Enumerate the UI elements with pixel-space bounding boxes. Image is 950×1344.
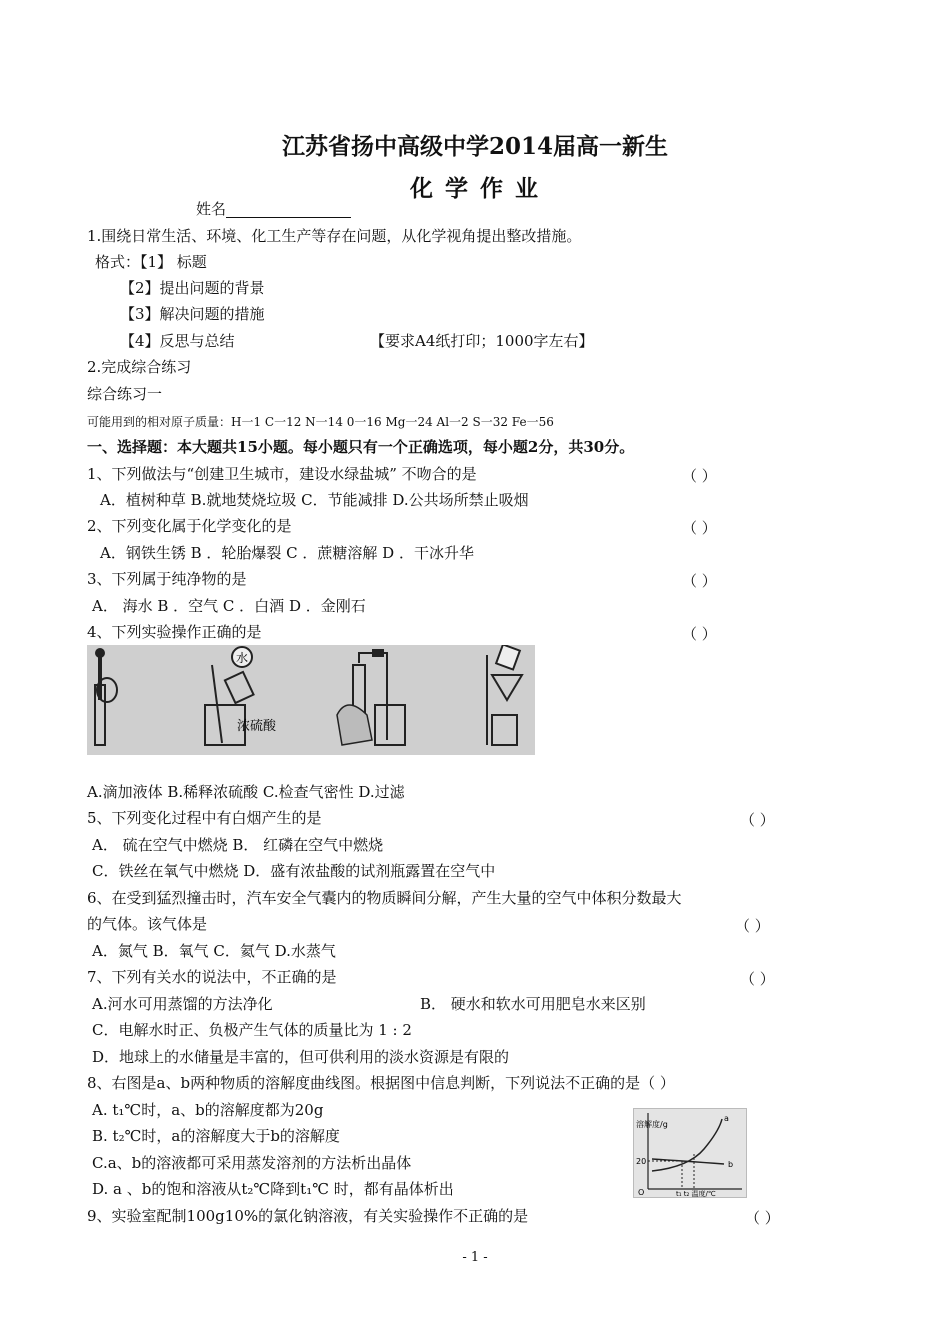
lab-operations-figure	[87, 645, 535, 755]
label-water: 水	[236, 651, 249, 665]
problem-6-options: A．氮气 B．氧气 C．氦气 D.水蒸气	[92, 942, 336, 960]
document-subtitle: 化 学 作 业	[409, 175, 541, 202]
answer-paren-2: （ ）	[682, 519, 717, 537]
answer-paren-5: （ ）	[740, 811, 775, 829]
format-line-2: 【2】提出问题的背景	[120, 279, 265, 297]
name-field-label: 姓名	[196, 200, 351, 218]
problem-5-options-ab: A． 硫在空气中燃烧 B． 红磷在空气中燃烧	[92, 836, 384, 854]
lab-operations-drawing	[87, 645, 535, 755]
answer-paren-4: （ ）	[682, 625, 717, 643]
question-2: 2.完成综合练习	[87, 358, 192, 376]
problem-5-options-cd: C．铁丝在氧气中燃烧 D．盛有浓盐酸的试剂瓶露置在空气中	[92, 862, 496, 880]
problem-8-option-c: C.a、b的溶液都可采用蒸发溶剂的方法析出晶体	[92, 1154, 412, 1172]
problem-7-option-c: C．电解水时正、负极产生气体的质量比为 1 : 2	[92, 1021, 412, 1039]
name-blank	[226, 203, 351, 218]
problem-4: 4、下列实验操作正确的是	[87, 623, 262, 641]
document-title: 江苏省扬中高级中学2014届高一新生	[281, 133, 668, 160]
curve-b	[652, 1159, 724, 1164]
problem-6-cont: 的气体。该气体是	[87, 915, 208, 933]
section-heading: 一、选择题：本大题共15小题。每小题只有一个正确选项，每小题2分，共30分。	[87, 438, 635, 456]
problem-7-option-b: B． 硬水和软水可用肥皂水来区别	[420, 995, 646, 1013]
problem-3: 3、下列属于纯净物的是	[87, 570, 247, 588]
graph-label-b: b	[728, 1160, 734, 1169]
answer-paren-6: （ ）	[735, 917, 770, 935]
answer-paren-9: （ ）	[745, 1209, 780, 1227]
graph-origin: O	[638, 1188, 645, 1197]
problem-7-option-d: D．地球上的水储量是丰富的，但可供利用的淡水资源是有限的	[92, 1048, 510, 1066]
problem-8-option-d: D. a 、b的饱和溶液从t₂℃降到t₁℃ 时，都有晶体析出	[92, 1180, 454, 1198]
answer-paren-3: （ ）	[682, 572, 717, 590]
graph-label-a: a	[724, 1114, 729, 1123]
exercise-title: 综合练习一	[87, 385, 163, 403]
problem-8: 8、右图是a、b两种物质的溶解度曲线图。根据图中信息判断，下列说法不正确的是（ ）	[87, 1074, 675, 1092]
solubility-curve-figure	[633, 1108, 747, 1198]
problem-1-options: A．植树种草 B.就地焚烧垃圾 C．节能减排 D.公共场所禁止吸烟	[100, 491, 529, 509]
solubility-curve-drawing	[634, 1109, 746, 1197]
problem-8-option-b: B. t₂℃时，a的溶解度大于b的溶解度	[92, 1127, 340, 1145]
problem-8-option-a: A. t₁℃时，a、b的溶解度都为20g	[92, 1101, 324, 1119]
format-line-3: 【3】解决问题的措施	[120, 305, 265, 323]
question-1: 1.围绕日常生活、环境、化工生产等存在问题，从化学视角提出整改措施。	[87, 227, 582, 245]
format-line-4: 【4】反思与总结	[120, 332, 235, 350]
problem-3-options: A． 海水 B ．空气 C ．白酒 D ．金刚石	[92, 597, 366, 615]
problem-9: 9、实验室配制100g10%的氯化钠溶液，有关实验操作不正确的是	[87, 1207, 529, 1225]
graph-xlabel: t₁ t₂ 温度/℃	[676, 1190, 716, 1197]
problem-5: 5、下列变化过程中有白烟产生的是	[87, 809, 322, 827]
answer-paren-7: （ ）	[740, 970, 775, 988]
label-conc-sulfuric-acid: 浓硫酸	[237, 719, 277, 734]
format-line-1: 格式：【1】 标题	[95, 253, 207, 271]
format-requirement: 【要求A4纸打印；1000字左右】	[370, 332, 594, 350]
problem-6: 6、在受到猛烈撞击时，汽车安全气囊内的物质瞬间分解，产生大量的空气中体积分数最大	[87, 889, 682, 907]
graph-tick-20: 20	[636, 1157, 647, 1166]
problem-2: 2、下列变化属于化学变化的是	[87, 517, 292, 535]
problem-2-options: A．钢铁生锈 B ．轮胎爆裂 C ．蔗糖溶解 D ．干冰升华	[100, 544, 474, 562]
page-number: - 1 -	[462, 1250, 488, 1265]
graph-ylabel: 溶解度/g	[636, 1120, 668, 1129]
problem-7: 7、下列有关水的说法中，不正确的是	[87, 968, 337, 986]
atomic-masses: 可能用到的相对原子质量：H一1 C一12 N一14 0一16 Mg一24 Al一2 S一32 Fe一56	[87, 415, 554, 429]
problem-4-options: A.滴加液体 B.稀释浓硫酸 C.检查气密性 D.过滤	[87, 783, 405, 801]
answer-paren-1: （ ）	[682, 467, 717, 485]
problem-7-option-a: A.河水可用蒸馏的方法净化	[92, 995, 273, 1013]
problem-1: 1、下列做法与“创建卫生城市，建设水绿盐城” 不吻合的是	[87, 465, 477, 483]
